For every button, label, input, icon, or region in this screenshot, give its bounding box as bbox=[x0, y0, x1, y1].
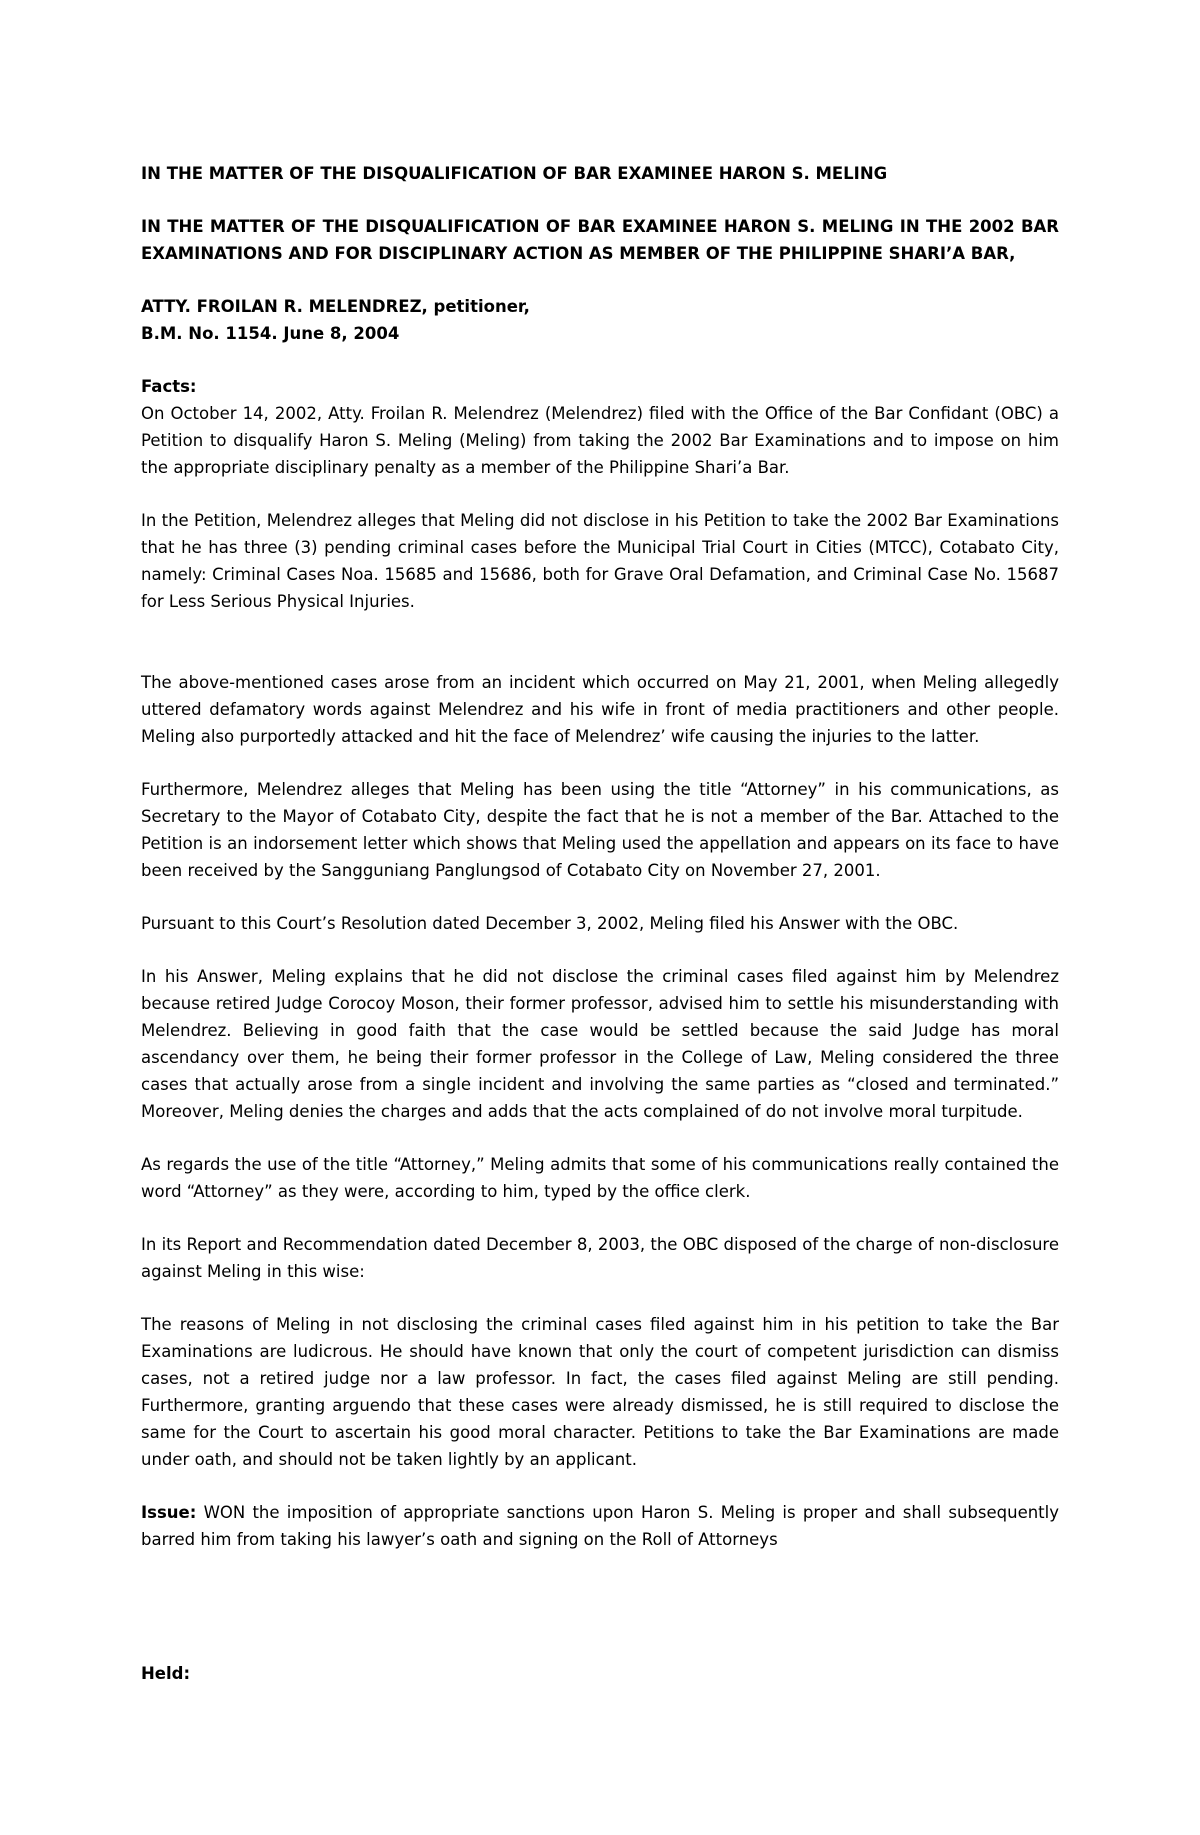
petitioner-line: ATTY. FROILAN R. MELENDREZ, petitioner, bbox=[141, 297, 530, 316]
paragraph-5: Pursuant to this Court’s Resolution dated December 3, 2002, Meling filed his Answer with the OBC. bbox=[141, 914, 959, 933]
issue-statement bbox=[141, 1499, 1059, 1553]
held-heading: Held: bbox=[141, 1664, 191, 1683]
case-title-short: IN THE MATTER OF THE DISQUALIFICATION OF BAR EXAMINEE HARON S. MELING bbox=[141, 164, 888, 183]
issue-heading: Issue: bbox=[141, 1503, 197, 1522]
paragraph-2: In the Petition, Melendrez alleges that Meling did not disclose in his Petition to take the 2002 Bar Examinations that he has three (3) pending criminal cases before the Municipal Trial Court in Cities (MTCC), Cotabato City, namely: Criminal Cases Noa. 15685 and 15686, both for Grave Oral Defamation, and Criminal Case No. 15687 for Less Serious Physical Injuries. bbox=[141, 511, 1059, 611]
paragraph-8: In its Report and Recommendation dated December 8, 2003, the OBC disposed of the charge of non-disclosure against Meling in this wise: bbox=[141, 1235, 1059, 1281]
facts-heading: Facts: bbox=[141, 377, 197, 396]
paragraph-3: The above-mentioned cases arose from an incident which occurred on May 21, 2001, when Meling allegedly uttered defamatory words against Melendrez and his wife in front of media practitioners and other people. Meling also purportedly attacked and hit the face of Melendrez’ wife causing the injuries to the latter. bbox=[141, 673, 1059, 746]
quoted-obc-report: The reasons of Meling in not disclosing the criminal cases filed against him in his petition to take the Bar Examinations are ludicrous. He should have known that only the court of competent jurisdiction can dismiss cases, not a retired judge nor a law professor. In fact, the cases filed against Meling are still pending. Furthermore, granting arguendo that these cases were already dismissed, he is still required to disclose the same for the Court to ascertain his good moral character. Petitions to take the Bar Examinations are made under oath, and should not be taken lightly by an applicant. bbox=[141, 1315, 1059, 1469]
paragraph-1: On October 14, 2002, Atty. Froilan R. Melendrez (Melendrez) filed with the Office of the Bar Confidant (OBC) a Petition to disqualify Haron S. Meling (Meling) from taking the 2002 Bar Examinations and to impose on him the appropriate disciplinary penalty as a member of the Philippine Shari’a Bar. bbox=[141, 404, 1059, 477]
paragraph-4: Furthermore, Melendrez alleges that Meling has been using the title “Attorney” in his communications, as Secretary to the Mayor of Cotabato City, despite the fact that he is not a member of the Bar. Attached to the Petition is an indorsement letter which shows that Meling used the appellation and appears on its face to have been received by the Sangguniang Panglungsod of Cotabato City on November 27, 2001. bbox=[141, 780, 1059, 880]
issue-text: WON the imposition of appropriate sanctions upon Haron S. Meling is proper and shall subsequently barred him from taking his lawyer’s oath and signing on the Roll of Attorneys bbox=[141, 1503, 1059, 1549]
case-number: B.M. No. 1154. June 8, 2004 bbox=[141, 324, 400, 343]
paragraph-7: As regards the use of the title “Attorney,” Meling admits that some of his communications really contained the word “Attorney” as they were, according to him, typed by the office clerk. bbox=[141, 1155, 1059, 1201]
case-title-full: IN THE MATTER OF THE DISQUALIFICATION OF BAR EXAMINEE HARON S. MELING IN THE 2002 BAR EXAMINATIONS AND FOR DISCIPLINARY ACTION AS MEMBER OF THE PHILIPPINE SHARI’A BAR, bbox=[141, 217, 1059, 263]
paragraph-6: In his Answer, Meling explains that he did not disclose the criminal cases filed against him by Melendrez because retired Judge Corocoy Moson, their former professor, advised him to settle his misunderstanding with Melendrez. Believing in good faith that the case would be settled because the said Judge has moral ascendancy over them, he being their former professor in the College of Law, Meling considered the three cases that actually arose from a single incident and involving the same parties as “closed and terminated.” Moreover, Meling denies the charges and adds that the acts complained of do not involve moral turpitude. bbox=[141, 967, 1059, 1121]
document-body bbox=[141, 160, 1059, 1553]
